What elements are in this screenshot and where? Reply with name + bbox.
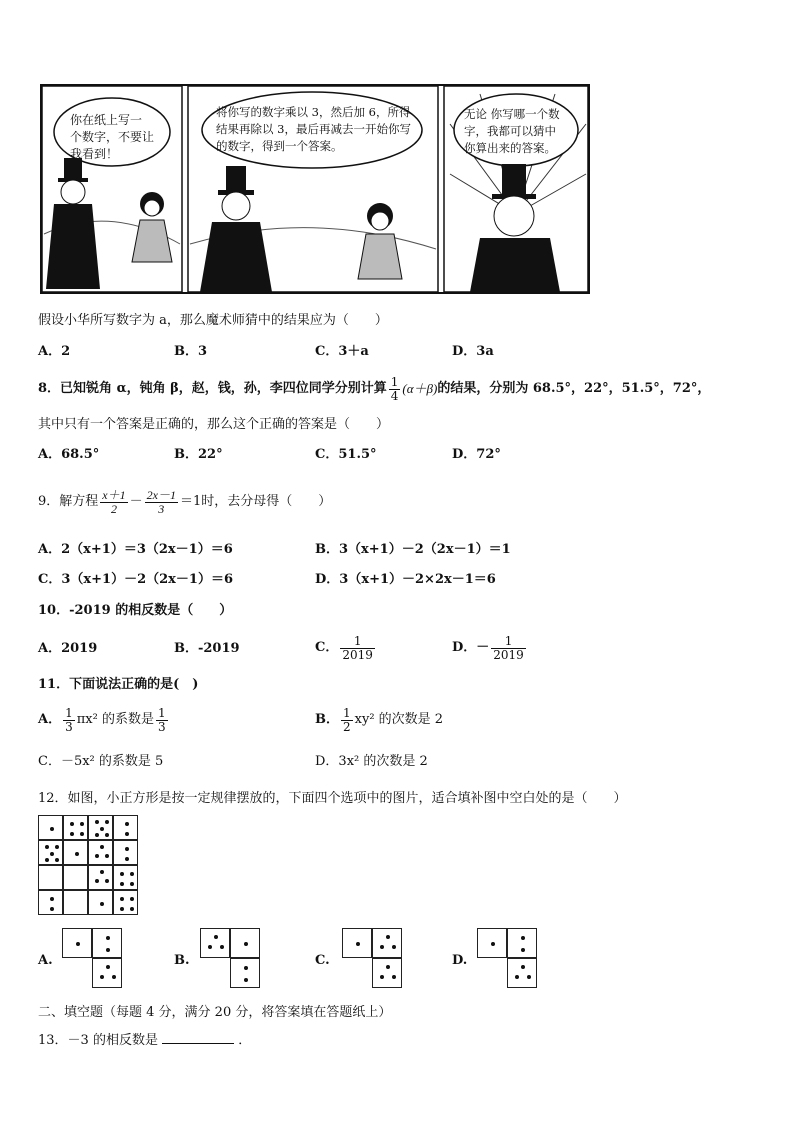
q8-frac-den: 4 — [390, 388, 399, 403]
pattern-dot — [105, 833, 109, 837]
q8-option-d: D．72° — [452, 447, 501, 462]
q9-frac2-den: 3 — [145, 502, 178, 516]
pattern-cell — [88, 865, 113, 890]
q8-stem-line — [38, 374, 710, 404]
pattern-dot — [45, 845, 49, 849]
q12-option-a-figure — [62, 928, 122, 988]
q9-frac1-num: x＋1 — [102, 487, 126, 502]
pattern-dot — [106, 965, 110, 969]
q8-stem-b: 的结果，分别为 68.5°，22°，51.5°，72°， — [437, 381, 711, 396]
comic-panel3-text — [464, 106, 560, 157]
q9-fraction-1 — [100, 489, 127, 516]
pattern-dot — [95, 833, 99, 837]
pattern-dot — [55, 858, 59, 862]
pattern-dot — [70, 822, 74, 826]
pattern-dot — [45, 858, 49, 862]
q11-a-den: 3 — [65, 719, 73, 734]
q9-minus: － — [129, 494, 143, 509]
pattern-cell — [63, 815, 88, 840]
comic-text-line: 我看到！ — [70, 147, 119, 161]
pattern-dot — [105, 879, 109, 883]
q10-option-a: A．2019 — [38, 641, 98, 656]
pattern-cell — [88, 840, 113, 865]
q8-option-c: C．51.5° — [315, 447, 377, 462]
q8-stem-c: 其中只有一个答案是正确的，那么这个正确的答案是（ ） — [38, 417, 390, 432]
pattern-dot — [106, 948, 110, 952]
pattern-cell — [63, 865, 88, 890]
pattern-cell — [200, 928, 230, 958]
pattern-dot — [244, 978, 248, 982]
pattern-dot — [125, 847, 129, 851]
pattern-cell — [113, 815, 138, 840]
pattern-cell — [230, 958, 260, 988]
pattern-dot — [130, 907, 134, 911]
comic-text-line: 字，我都可以猜中 — [464, 124, 556, 138]
q11-a-rden: 3 — [157, 719, 166, 734]
q11-a-rnum: 1 — [157, 705, 166, 720]
q9-frac2-num: 2x－1 — [146, 487, 176, 502]
q10-option-d — [452, 628, 528, 668]
q8-expr: (α＋β) — [402, 381, 438, 396]
q8-frac-num: 1 — [390, 374, 399, 389]
pattern-dot — [130, 897, 134, 901]
pattern-dot — [120, 897, 124, 901]
pattern-dot — [130, 882, 134, 886]
q10-c-num: 1 — [353, 633, 362, 648]
pattern-cell — [38, 815, 63, 840]
pattern-dot — [50, 907, 54, 911]
pattern-dot — [50, 852, 54, 856]
q11-a-num: 1 — [65, 705, 73, 720]
q10-c-label: C． — [315, 640, 339, 655]
comic-text-line: 的数字，得到一个答案。 — [216, 139, 343, 153]
pattern-dot — [105, 854, 109, 858]
q11-stem: 11．下面说法正确的是( ) — [38, 677, 199, 692]
q10-c-den: 2019 — [342, 647, 373, 662]
q11-option-b — [315, 700, 443, 740]
q11-b-fraction — [341, 707, 353, 734]
q7-option-d: D．3a — [452, 344, 494, 359]
pattern-dot — [100, 845, 104, 849]
pattern-dot — [386, 935, 390, 939]
q7-option-b: B．3 — [174, 344, 208, 359]
pattern-dot — [130, 872, 134, 876]
pattern-cell — [507, 928, 537, 958]
pattern-cell — [342, 928, 372, 958]
q10-d-label: D．－ — [452, 640, 490, 655]
pattern-dot — [392, 975, 396, 979]
pattern-dot — [55, 845, 59, 849]
pattern-dot — [527, 975, 531, 979]
pattern-dot — [50, 897, 54, 901]
pattern-dot — [220, 945, 224, 949]
q7-option-c: C．3＋a — [315, 344, 369, 359]
pattern-dot — [125, 822, 129, 826]
pattern-dot — [95, 820, 99, 824]
pattern-dot — [100, 870, 104, 874]
q9-prefix: 9．解方程 — [38, 494, 99, 509]
q13-stem: 13．－3 的相反数是 — [38, 1033, 158, 1048]
q9-frac1-den: 2 — [100, 502, 127, 516]
pattern-dot — [392, 945, 396, 949]
q8-option-a: A．68.5° — [38, 447, 100, 462]
pattern-dot — [125, 832, 129, 836]
q12-option-a-label: A. — [38, 953, 53, 968]
q11-option-c: C．－5x² 的系数是 5 — [38, 754, 164, 769]
pattern-dot — [356, 942, 360, 946]
comic-text-line: 个数字，不要让 — [70, 130, 155, 144]
q10-d-fraction — [491, 635, 526, 662]
q12-stem: 12．如图，小正方形是按一定规律摆放的，下面四个选项中的图片，适合填补图中空白处的是（ ） — [38, 791, 627, 806]
q8-stem-a: 8．已知锐角 α，钝角 β，赵，钱，孙，李四位同学分别计算 — [38, 381, 387, 396]
q11-a-label: A． — [38, 712, 62, 727]
pattern-cell — [230, 928, 260, 958]
q12-option-c-figure — [342, 928, 402, 988]
comic-text-line: 结果再除以 3，最后再减去一开始你写 — [216, 122, 411, 136]
pattern-dot — [70, 832, 74, 836]
q7-option-a: A．2 — [38, 344, 71, 359]
q9-fraction-2 — [145, 489, 178, 516]
q10-option-c — [315, 628, 377, 668]
q11-b-num: 1 — [343, 705, 351, 720]
comic-text-line: 你在纸上写一 — [70, 113, 143, 127]
q11-option-d: D．3x² 的次数是 2 — [315, 754, 428, 769]
pattern-dot — [386, 965, 390, 969]
q13-end: ． — [238, 1033, 252, 1048]
q10-c-fraction — [340, 635, 375, 662]
pattern-cell — [38, 840, 63, 865]
pattern-dot — [120, 882, 124, 886]
q13-answer-blank[interactable] — [162, 1031, 234, 1044]
q10-d-num: 1 — [504, 633, 513, 648]
pattern-dot — [380, 975, 384, 979]
pattern-cell — [477, 928, 507, 958]
pattern-dot — [76, 942, 80, 946]
q12-option-d-figure — [477, 928, 537, 988]
pattern-cell — [63, 890, 88, 915]
q9-option-d: D．3（x+1）－2×2x－1＝6 — [315, 572, 496, 587]
q13-stem-line — [38, 1031, 251, 1049]
q10-d-den: 2019 — [493, 647, 524, 662]
pattern-cell — [372, 928, 402, 958]
pattern-dot — [380, 945, 384, 949]
q9-option-c: C．3（x+1）－2（2x－1）＝6 — [38, 572, 234, 587]
q12-option-b-figure — [200, 928, 260, 988]
pattern-cell — [63, 840, 88, 865]
pattern-cell — [113, 840, 138, 865]
q9-suffix: ＝1时，去分母得（ ） — [179, 494, 332, 509]
pattern-cell — [88, 815, 113, 840]
pattern-dot — [105, 820, 109, 824]
pattern-dot — [120, 872, 124, 876]
pattern-cell — [92, 958, 122, 988]
comic-text-line: 你算出来的答案。 — [464, 141, 556, 155]
q11-a-rfraction — [156, 707, 168, 734]
q12-option-c-label: C. — [315, 953, 330, 968]
pattern-dot — [95, 854, 99, 858]
pattern-dot — [95, 879, 99, 883]
q9-stem-line — [38, 482, 331, 522]
pattern-dot — [244, 942, 248, 946]
q10-stem: 10．-2019 的相反数是（ ） — [38, 603, 233, 618]
comic-panel1-text — [70, 112, 154, 163]
comic-text-line: 将你写的数字乘以 3，然后加 6，所得 — [216, 105, 411, 119]
q12-option-d-label: D. — [452, 953, 468, 968]
pattern-dot — [214, 935, 218, 939]
section-2-title: 二、填空题（每题 4 分，满分 20 分，将答案填在答题纸上） — [38, 1005, 392, 1020]
pattern-cell — [92, 928, 122, 958]
pattern-dot — [515, 975, 519, 979]
pattern-dot — [120, 907, 124, 911]
q11-b-rest: xy² 的次数是 2 — [354, 712, 444, 727]
pattern-cell — [38, 890, 63, 915]
comic-panel2-text — [216, 104, 411, 155]
pattern-dot — [521, 965, 525, 969]
pattern-dot — [50, 827, 54, 831]
pattern-cell — [113, 890, 138, 915]
pattern-cell — [62, 928, 92, 958]
pattern-dot — [75, 852, 79, 856]
pattern-dot — [521, 936, 525, 940]
q9-option-a: A．2（x+1）＝3（2x－1）＝6 — [38, 542, 233, 557]
pattern-dot — [112, 975, 116, 979]
q12-option-b-label: B. — [174, 953, 190, 968]
pattern-dot — [80, 822, 84, 826]
q8-fraction — [389, 376, 401, 403]
q10-option-b: B．-2019 — [174, 641, 240, 656]
pattern-dot — [208, 945, 212, 949]
q12-pattern-grid — [38, 815, 138, 915]
pattern-dot — [100, 827, 104, 831]
pattern-dot — [125, 857, 129, 861]
pattern-cell — [507, 958, 537, 988]
pattern-dot — [80, 832, 84, 836]
pattern-dot — [100, 975, 104, 979]
q11-option-a — [38, 700, 170, 740]
pattern-dot — [491, 942, 495, 946]
pattern-cell — [38, 865, 63, 890]
q9-option-b: B．3（x+1）－2（2x－1）＝1 — [315, 542, 511, 557]
q11-a-mid: πx² 的系数是 — [76, 712, 154, 727]
q11-a-fraction — [63, 707, 75, 734]
pattern-cell — [113, 865, 138, 890]
pattern-cell — [372, 958, 402, 988]
pattern-dot — [244, 966, 248, 970]
pattern-dot — [521, 948, 525, 952]
comic-text-line: 无论 你写哪一个数 — [464, 107, 560, 121]
q11-b-den: 2 — [343, 719, 351, 734]
q8-option-b: B．22° — [174, 447, 223, 462]
pattern-dot — [100, 902, 104, 906]
pattern-dot — [106, 936, 110, 940]
pattern-cell — [88, 890, 113, 915]
q7-stem: 假设小华所写数字为 a，那么魔术师猜中的结果应为（ ） — [38, 313, 388, 328]
q11-b-label: B． — [315, 712, 339, 727]
